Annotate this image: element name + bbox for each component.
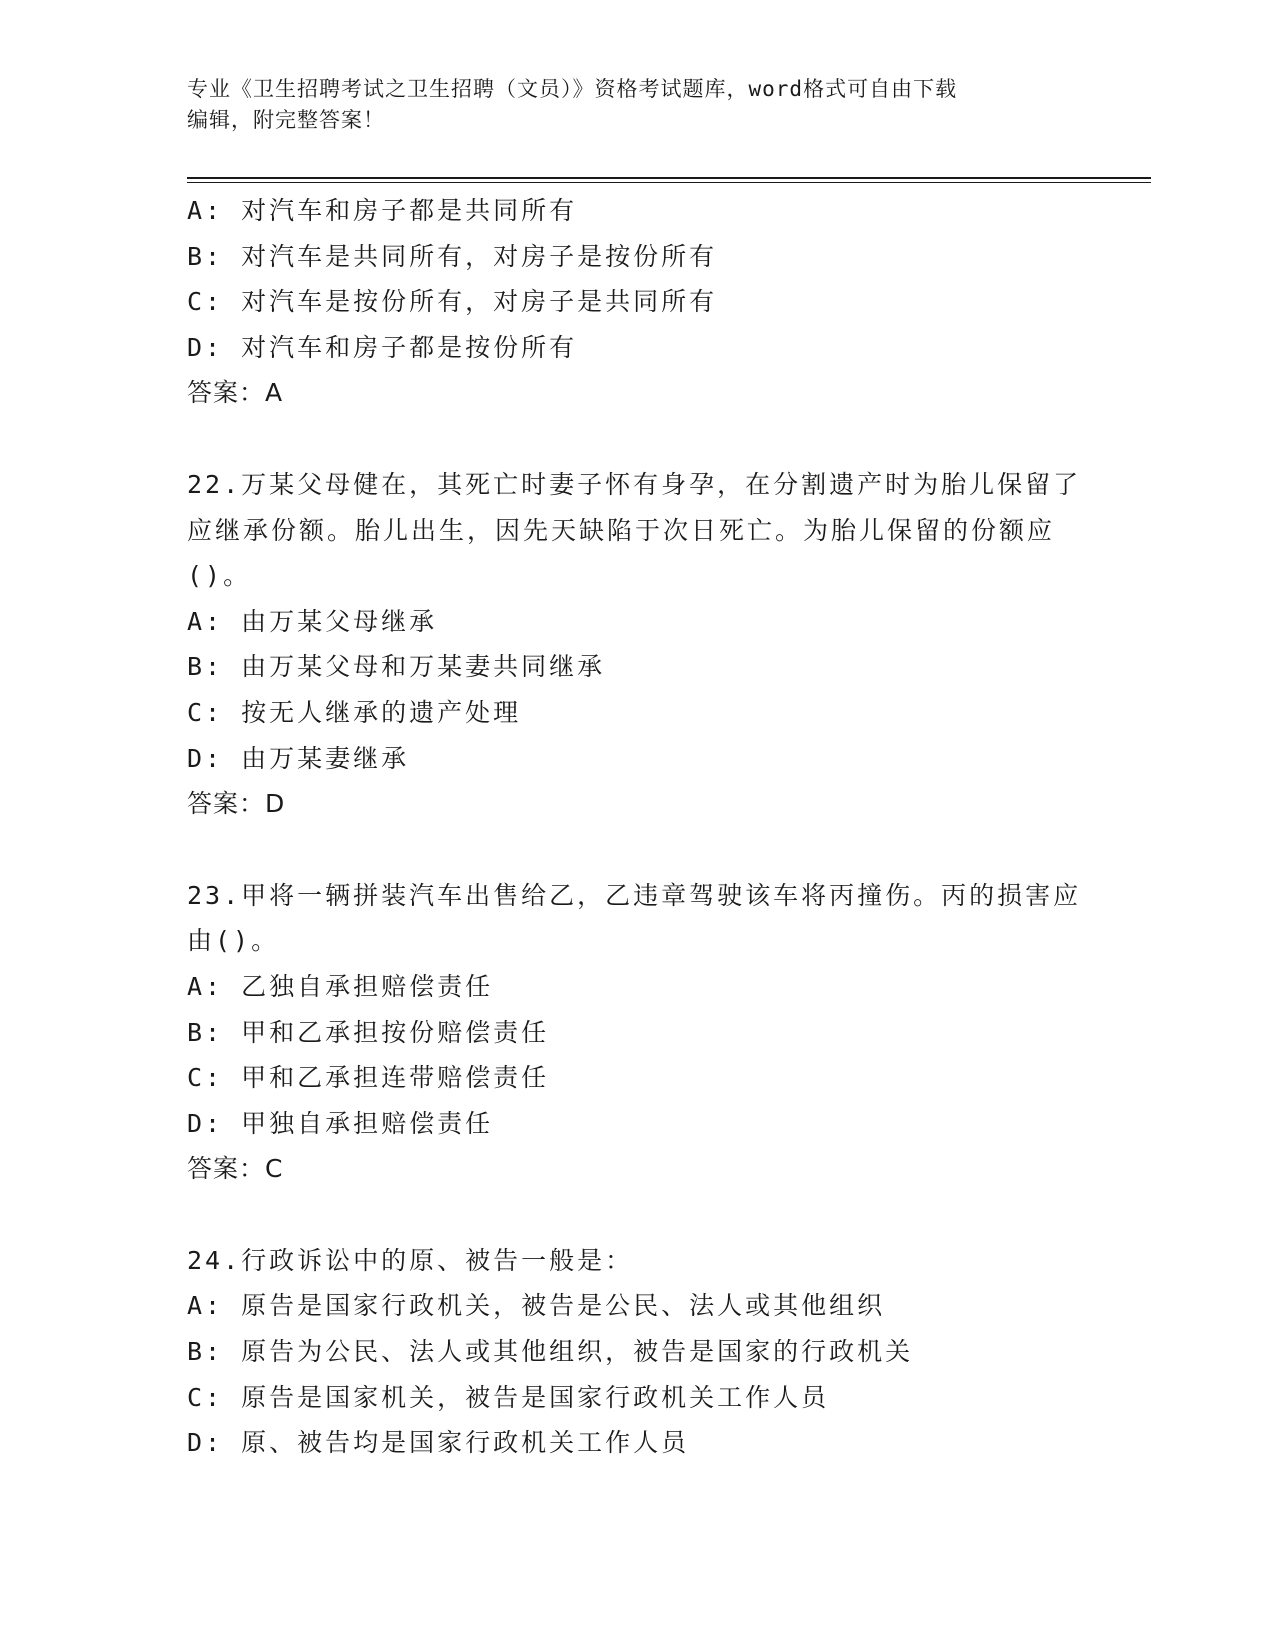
spacer xyxy=(187,827,1087,873)
option-d: D: 甲独自承担赔偿责任 xyxy=(187,1108,494,1138)
option-b: B: 原告为公民、法人或其他组织，被告是国家的行政机关 xyxy=(187,1337,914,1367)
question-text: 23.甲将一辆拼装汽车出售给乙，乙违章驾驶该车将丙撞伤。丙的损害应由()。 xyxy=(187,880,1082,956)
spacer xyxy=(187,1192,1087,1238)
option-a: A: 乙独自承担赔偿责任 xyxy=(187,971,494,1001)
question-list xyxy=(187,188,1087,1466)
answer: 答案：C xyxy=(187,1154,284,1184)
header-divider-thick xyxy=(187,177,1151,179)
header-line-1: 专业《卫生招聘考试之卫生招聘（文员）》资格考试题库，word格式可自由下载 xyxy=(187,77,958,101)
option-b: B: 对汽车是共同所有，对房子是按份所有 xyxy=(187,241,718,271)
question-text: 24.行政诉讼中的原、被告一般是： xyxy=(187,1245,634,1275)
question-text: 22.万某父母健在，其死亡时妻子怀有身孕，在分割遗产时为胎儿保留了应继承份额。胎儿出生，因先天缺陷于次日死亡。为胎儿保留的份额应()。 xyxy=(187,469,1082,591)
question-23 xyxy=(187,873,1087,1192)
option-d: D: 由万某妻继承 xyxy=(187,743,410,773)
option-c: C: 原告是国家机关，被告是国家行政机关工作人员 xyxy=(187,1382,830,1412)
question-21 xyxy=(187,188,1087,416)
page-header xyxy=(187,74,1067,136)
answer: 答案：D xyxy=(187,789,286,819)
header-line-2: 编辑，附完整答案！ xyxy=(187,108,385,132)
answer: 答案：A xyxy=(187,378,284,408)
option-a: A: 由万某父母继承 xyxy=(187,606,438,636)
option-c: C: 按无人继承的遗产处理 xyxy=(187,697,522,727)
spacer xyxy=(187,416,1087,462)
option-b: B: 甲和乙承担按份赔偿责任 xyxy=(187,1017,550,1047)
option-d: D: 对汽车和房子都是按份所有 xyxy=(187,332,578,362)
header-divider-thin xyxy=(187,182,1151,183)
option-c: C: 对汽车是按份所有，对房子是共同所有 xyxy=(187,287,718,317)
option-a: A: 对汽车和房子都是共同所有 xyxy=(187,196,578,225)
question-22 xyxy=(187,462,1087,827)
option-b: B: 由万某父母和万某妻共同继承 xyxy=(187,652,606,682)
option-c: C: 甲和乙承担连带赔偿责任 xyxy=(187,1063,550,1093)
option-a: A: 原告是国家行政机关，被告是公民、法人或其他组织 xyxy=(187,1291,886,1321)
option-d: D: 原、被告均是国家行政机关工作人员 xyxy=(187,1428,690,1458)
question-24 xyxy=(187,1238,1087,1466)
